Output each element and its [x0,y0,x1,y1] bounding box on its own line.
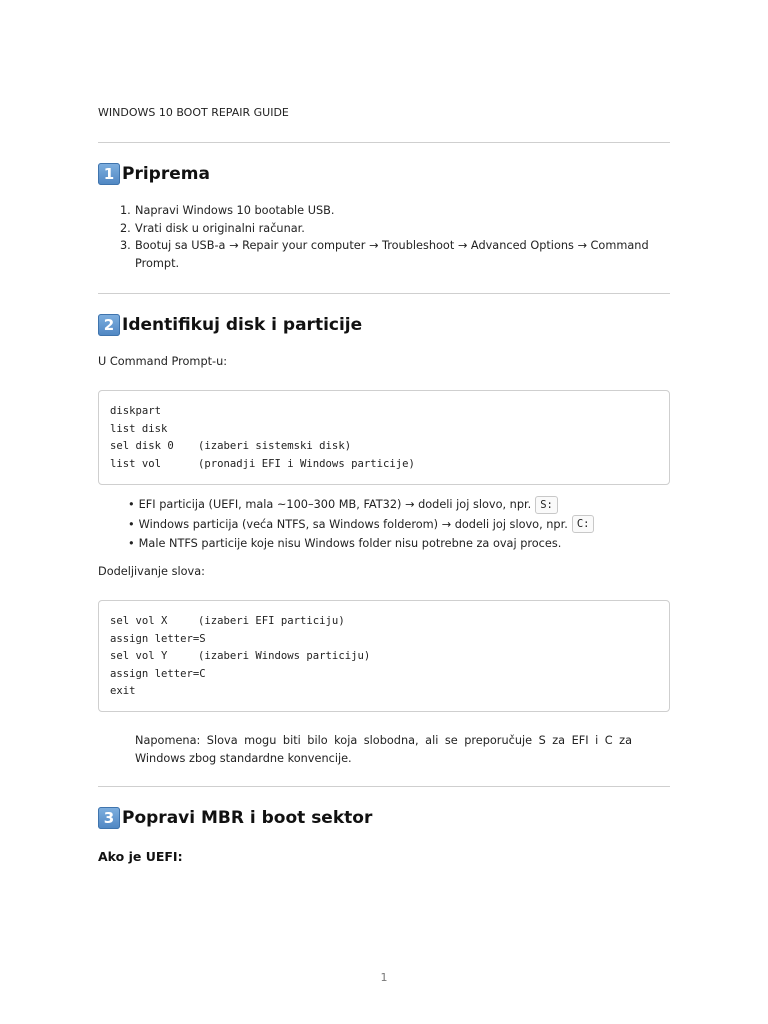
list-item: 1. Napravi Windows 10 bootable USB. [120,204,335,217]
code-text [110,613,658,701]
list-item: • Windows particija (veća NTFS, sa Windows folderom) → dodeli joj slovo, npr. C: [128,515,668,535]
code-block-diskpart [98,390,670,485]
code-comment: (izaberi sistemski disk) [198,440,352,453]
list-item: 2. Vrati disk u originalni računar. [120,221,305,235]
code-line [110,613,658,631]
code-command: list disk [110,422,168,435]
section-heading-identifikuj [98,314,362,336]
code-line [110,421,658,439]
list-item: 3. Bootuj sa USB-a → Repair your computer → Troubleshoot → Advanced Options → Command Prompt. [120,239,649,270]
number-keycap-icon: 3 [98,807,120,829]
document-title: WINDOWS 10 BOOT REPAIR GUIDE [98,106,289,119]
section-heading-popravi [98,807,372,829]
uefi-subheading: Ako je UEFI: [98,849,183,864]
divider [98,142,670,143]
number-keycap-icon: 2 [98,314,120,336]
list-item: • EFI particija (UEFI, mala ~100–300 MB, FAT32) → dodeli joj slovo, npr. S: [128,495,668,515]
code-command: diskpart [110,405,162,417]
prep-steps-list [120,202,660,272]
number-keycap-icon: 1 [98,163,120,185]
note-text: Napomena: Slova mogu biti bilo koja slobodna, ali se preporučuje S za EFI i C za Windows zbog standardne konvencije. [135,734,632,765]
code-command: exit [110,685,136,698]
divider [98,786,670,787]
page-number: 1 [380,971,388,984]
code-line [110,403,658,421]
code-line [110,683,658,701]
code-command: sel disk 0 [110,440,174,453]
code-line [110,456,658,474]
list-item: • Male NTFS particije koje nisu Windows folder nisu potrebne za ovaj proces. [128,537,562,550]
section-heading-priprema [98,163,210,185]
code-command: assign letter=C [110,667,206,680]
drive-letter-code: C: [572,515,595,533]
code-comment: (izaberi EFI particiju) [198,615,345,627]
code-line [110,666,658,684]
code-line [110,648,658,666]
code-line [110,631,658,649]
code-command: sel vol X [110,615,168,627]
code-command: list vol [110,457,162,470]
code-comment: (izaberi Windows particiju) [198,650,371,663]
section-title: Identifikuj disk i particije [122,315,363,335]
code-comment: (pronadji EFI i Windows particije) [198,457,415,470]
divider [98,293,670,294]
code-command: assign letter=S [110,632,206,645]
code-text [110,403,658,473]
code-command: sel vol Y [110,650,168,663]
code-block-assign [98,600,670,712]
drive-letter-code: S: [535,496,558,514]
code-line [110,438,658,456]
section-title: Priprema [122,164,210,184]
assign-intro-text: Dodeljivanje slova: [98,565,205,578]
cmd-intro-text: U Command Prompt-u: [98,355,228,368]
partition-bullets [128,495,668,554]
section-title: Popravi MBR i boot sektor [122,808,373,828]
